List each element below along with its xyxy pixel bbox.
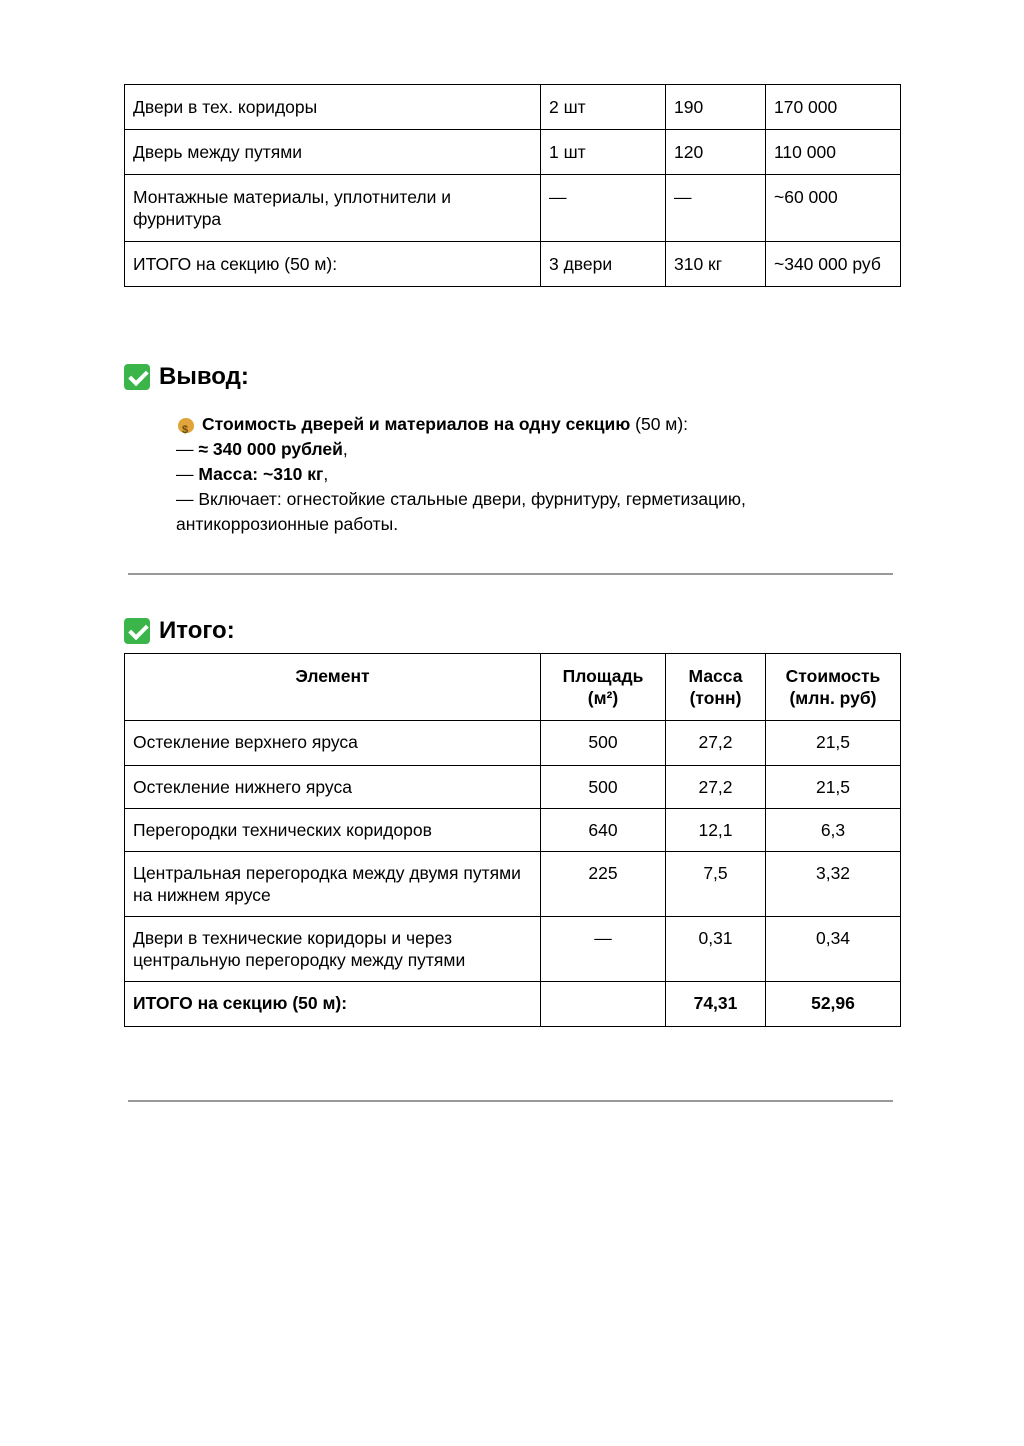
divider <box>128 1100 893 1102</box>
heading-text: Итого: <box>159 617 235 644</box>
table-cell: 500 <box>541 766 666 809</box>
table-cell: Монтажные материалы, уплотнители и фурнитура <box>125 175 541 242</box>
summary-intro-rest: (50 м): <box>630 414 689 434</box>
table-cell: ~340 000 руб <box>766 242 901 287</box>
table-cell: 27,2 <box>666 721 766 766</box>
summary-intro <box>176 412 856 437</box>
column-header: Стоимость (млн. руб) <box>766 654 901 721</box>
check-mark-icon <box>124 364 150 390</box>
table-row <box>125 85 901 130</box>
table-cell: 74,31 <box>666 982 766 1027</box>
table-cell: Остекление верхнего яруса <box>125 721 541 766</box>
summary-line-cost <box>176 437 856 462</box>
table-cell: Двери в тех. коридоры <box>125 85 541 130</box>
total-row <box>125 982 901 1027</box>
totals-heading <box>124 616 235 646</box>
table-cell: Дверь между путями <box>125 130 541 175</box>
column-header: Площадь (м²) <box>541 654 666 721</box>
table-row <box>125 809 901 852</box>
table-row <box>125 130 901 175</box>
doors-cost-table <box>124 84 901 287</box>
table-cell: 12,1 <box>666 809 766 852</box>
summary-mass-bold: Масса: ~310 кг <box>198 464 324 484</box>
table-cell: Остекление нижнего яруса <box>125 766 541 809</box>
table-row <box>125 175 901 242</box>
table-cell: Центральная перегородка между двумя путями на нижнем ярусе <box>125 852 541 917</box>
column-header: Масса (тонн) <box>666 654 766 721</box>
summary-intro-bold: Стоимость дверей и материалов на одну секцию <box>202 414 631 434</box>
table-cell: 110 000 <box>766 130 901 175</box>
dash: — <box>176 439 199 459</box>
comma: , <box>323 464 329 484</box>
column-header: Элемент <box>125 654 541 721</box>
table-cell <box>541 982 666 1027</box>
table-cell: 2 шт <box>541 85 666 130</box>
table-cell: 21,5 <box>766 766 901 809</box>
table-row <box>125 917 901 982</box>
table-cell: — <box>541 175 666 242</box>
table-cell: ~60 000 <box>766 175 901 242</box>
table-cell: 120 <box>666 130 766 175</box>
table-cell: — <box>541 917 666 982</box>
table-cell: 3 двери <box>541 242 666 287</box>
conclusion-summary <box>176 412 856 537</box>
table-cell: 1 шт <box>541 130 666 175</box>
summary-cost-bold: ≈ 340 000 рублей <box>198 439 343 459</box>
table-cell: 52,96 <box>766 982 901 1027</box>
summary-line-mass <box>176 462 856 487</box>
table-cell: 21,5 <box>766 721 901 766</box>
table-cell: Двери в технические коридоры и через центральную перегородку между путями <box>125 917 541 982</box>
table-cell: 190 <box>666 85 766 130</box>
table-cell: 500 <box>541 721 666 766</box>
table-cell: 0,31 <box>666 917 766 982</box>
heading-text: Вывод: <box>159 363 249 390</box>
table-cell: 225 <box>541 852 666 917</box>
table-cell: 170 000 <box>766 85 901 130</box>
table-row <box>125 242 901 287</box>
table-cell: 3,32 <box>766 852 901 917</box>
table-cell: 310 кг <box>666 242 766 287</box>
divider <box>128 573 893 575</box>
comma: , <box>342 439 348 459</box>
conclusion-heading <box>124 362 249 392</box>
money-bag-icon <box>176 413 196 433</box>
table-row <box>125 721 901 766</box>
table-cell: 7,5 <box>666 852 766 917</box>
dash: — <box>176 464 199 484</box>
table-cell: 27,2 <box>666 766 766 809</box>
table-cell: ИТОГО на секцию (50 м): <box>125 982 541 1027</box>
table-cell: — <box>666 175 766 242</box>
summary-line-includes: — Включает: огнестойкие стальные двери, фурнитуру, герметизацию, антикоррозионные работы. <box>176 489 746 534</box>
table-cell: Перегородки технических коридоров <box>125 809 541 852</box>
table-cell: 6,3 <box>766 809 901 852</box>
totals-table <box>124 653 901 1027</box>
check-mark-icon <box>124 618 150 644</box>
table-row <box>125 852 901 917</box>
table-row <box>125 766 901 809</box>
table-header-row <box>125 654 901 721</box>
table-cell: 640 <box>541 809 666 852</box>
table-cell: 0,34 <box>766 917 901 982</box>
table-cell: ИТОГО на секцию (50 м): <box>125 242 541 287</box>
